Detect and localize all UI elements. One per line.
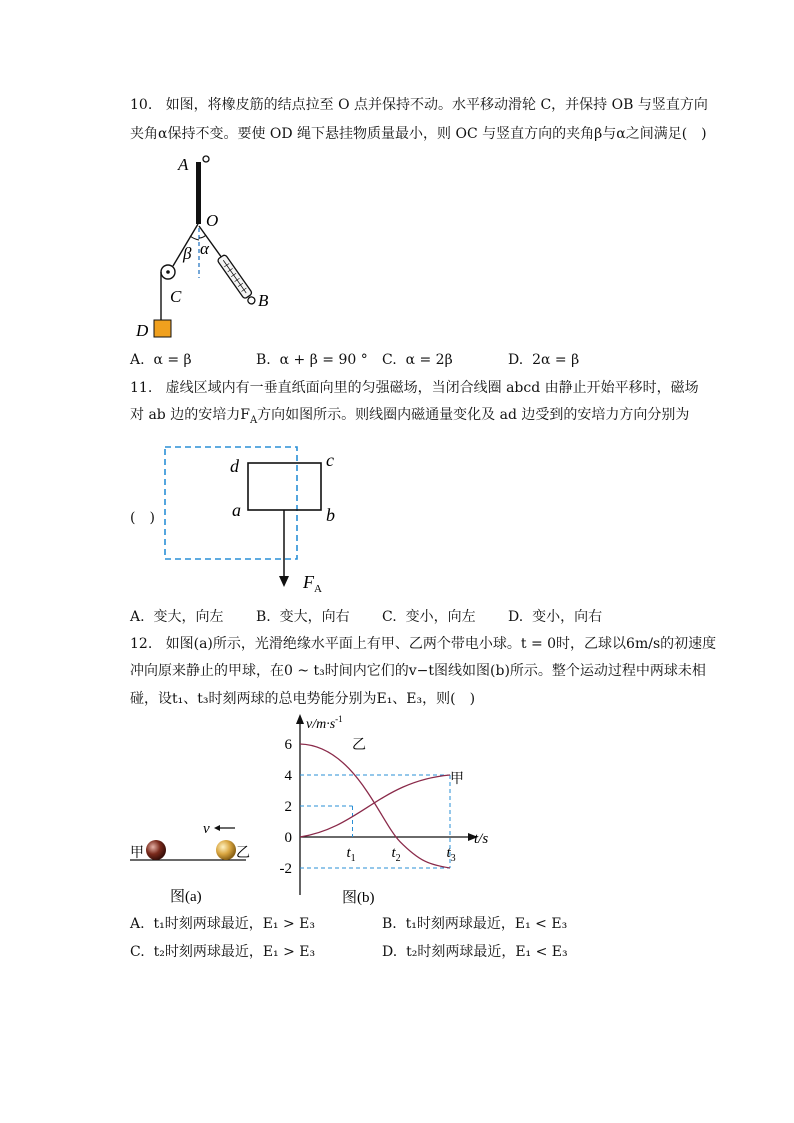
q10-label-beta: β xyxy=(183,244,192,263)
q11-text-line1: 虚线区域内有一垂直纸面向里的匀强磁场，当闭合线圈 abcd 由静止开始平移时，磁场 xyxy=(165,380,699,396)
q12-ytick-label: 4 xyxy=(284,768,292,784)
q11-option-b-text: 变大，向右 xyxy=(279,609,350,625)
q11-label-d: d xyxy=(230,456,239,476)
q10-option-d-key: D. xyxy=(508,352,524,368)
q10-option-b[interactable] xyxy=(256,350,368,370)
q10-option-c-text: α = 2β xyxy=(405,352,453,368)
q11-number: 11. xyxy=(130,380,153,396)
q11-label-b: b xyxy=(326,505,335,525)
q11-line2 xyxy=(130,405,689,431)
q11-paren: ( ) xyxy=(130,510,155,526)
q12-chart-y-arrow xyxy=(296,714,304,724)
q11-option-b[interactable] xyxy=(256,607,350,627)
q12-vt-chart xyxy=(270,712,510,912)
q12-line2 xyxy=(130,661,706,681)
q10-option-c-key: C. xyxy=(382,352,397,368)
q12-ytick-label: -2 xyxy=(279,861,292,877)
q11-option-a-key: A. xyxy=(130,609,145,625)
q10-text-line2: 夹角α保持不变。要使 OD 绳下悬挂物质量最小，则 OC 与竖直方向的夹角β与α之间满足( ) xyxy=(130,126,707,142)
q12-xtick-label: $t_3$ xyxy=(446,845,456,864)
q11-option-c[interactable] xyxy=(382,607,476,627)
q11-option-d-key: D. xyxy=(508,609,524,625)
q12-ball-yi xyxy=(216,840,236,860)
q10-label-B: B xyxy=(258,291,269,310)
q12-line3 xyxy=(130,689,475,709)
q12-chart-xlabel: t/s xyxy=(474,831,489,847)
q12-option-c-key: C. xyxy=(130,944,145,960)
q11-label-F-main: F xyxy=(303,572,314,592)
q12-option-b-key: B. xyxy=(382,916,397,932)
q10-label-D: D xyxy=(136,321,149,340)
q12-option-d-text: t₂时刻两球最近，E₁ < E₃ xyxy=(406,944,568,960)
q12-chart-ylabel-exp: -1 xyxy=(335,714,343,724)
q12-label-jia: 甲 xyxy=(130,846,144,861)
q11-text-line2-sub: A xyxy=(249,414,258,426)
q11-text-line2-rest: 方向如图所示。则线圈内磁通量变化及 ad 边受到的安培力方向分别为 xyxy=(257,407,690,423)
q12-fig-a-caption: 图(a) xyxy=(170,889,202,905)
q10-label-alpha: α xyxy=(200,239,209,258)
q12-label-v: v xyxy=(203,821,210,837)
q12-chart-xticks xyxy=(347,845,456,864)
q12-ball-jia xyxy=(146,840,166,860)
q12-option-a-key: A. xyxy=(130,916,145,932)
q12-ytick-label: 6 xyxy=(284,737,292,753)
q12-label-yi: 乙 xyxy=(236,846,250,861)
q10-spring-scale xyxy=(217,254,258,306)
q10-label-C: C xyxy=(170,287,182,306)
q10-angle-beta-arc xyxy=(190,236,199,240)
q11-option-d[interactable] xyxy=(508,607,602,627)
q10-option-a[interactable] xyxy=(130,350,192,370)
q12-option-d[interactable] xyxy=(382,942,568,962)
q12-option-c-text: t₂时刻两球最近，E₁ > E₃ xyxy=(153,944,316,960)
q12-velocity-arrowhead xyxy=(214,825,220,831)
q10-line2 xyxy=(130,124,707,144)
q10-text-line1: 如图，将橡皮筋的结点拉至 O 点并保持不动。水平移动滑轮 C，并保持 OB 与竖直方向 xyxy=(165,97,708,113)
q11-coil-abcd xyxy=(248,463,321,510)
q10-option-b-text: α + β = 90 ° xyxy=(279,352,368,368)
q12-chart-guides xyxy=(300,775,450,868)
q11-option-c-key: C. xyxy=(382,609,397,625)
q12-fig-b-caption: 图(b) xyxy=(342,890,375,906)
q12-figure-a xyxy=(128,815,258,905)
q12-option-a[interactable] xyxy=(130,914,315,934)
q11-force-arrowhead xyxy=(279,576,289,587)
q11-text-line2: 对 ab 边的安培力F xyxy=(130,407,250,423)
q12-option-d-key: D. xyxy=(382,944,398,960)
q12-xtick-label: $t_2$ xyxy=(391,845,401,864)
q12-chart-curve-label-jia: 甲 xyxy=(450,772,464,787)
q12-ytick-label: 0 xyxy=(284,830,292,846)
q10-option-a-key: A. xyxy=(130,352,145,368)
q10-figure xyxy=(130,150,290,345)
q12-text-line2: 冲向原来静止的甲球，在0 ~ t₃时间内它们的v−t图线如图(b)所示。整个运动过程中两球未相 xyxy=(130,663,706,679)
q12-chart-ylabel xyxy=(306,714,343,732)
q12-chart-ylabel-main: v/m·s xyxy=(306,717,336,732)
q10-label-O: O xyxy=(206,211,219,230)
q11-option-b-key: B. xyxy=(256,609,271,625)
q10-option-d-text: 2α = β xyxy=(532,352,580,368)
q10-option-d[interactable] xyxy=(508,350,579,370)
q12-option-b-text: t₁时刻两球最近，E₁ < E₃ xyxy=(405,916,568,932)
q11-option-a-text: 变大，向左 xyxy=(153,609,224,625)
q10-pulley-axle xyxy=(166,270,170,274)
q12-option-b[interactable] xyxy=(382,914,567,934)
q11-label-F-sub: A xyxy=(314,583,322,595)
q12-line1 xyxy=(130,634,716,654)
q10-line1 xyxy=(130,95,708,115)
q10-label-A: A xyxy=(178,155,189,174)
q11-option-c-text: 变小，向左 xyxy=(405,609,476,625)
q10-number: 10. xyxy=(130,97,153,113)
q10-rod xyxy=(196,162,201,224)
q10-point-A xyxy=(203,156,209,162)
q11-option-d-text: 变小，向右 xyxy=(532,609,603,625)
q12-option-a-text: t₁时刻两球最近，E₁ > E₃ xyxy=(153,916,316,932)
q12-ytick-label: 2 xyxy=(284,799,292,815)
q11-label-c: c xyxy=(326,450,334,470)
q10-option-c[interactable] xyxy=(382,350,453,370)
q10-option-a-text: α = β xyxy=(153,352,192,368)
q12-number: 12. xyxy=(130,636,153,652)
q11-label-F xyxy=(302,572,322,595)
q12-chart-yticks xyxy=(280,737,293,877)
q11-option-a[interactable] xyxy=(130,607,223,627)
q12-text-line3: 碰，设t₁、t₃时刻两球的总电势能分别为E₁、E₃，则( ) xyxy=(130,691,476,707)
q11-label-a: a xyxy=(232,500,241,520)
q12-option-c[interactable] xyxy=(130,942,315,962)
q10-angle-alpha-arc xyxy=(199,235,206,238)
q12-xtick-label: $t_1$ xyxy=(346,845,356,864)
q10-block-D xyxy=(154,320,171,337)
q12-chart-curve-label-yi: 乙 xyxy=(352,738,366,753)
q12-text-line1: 如图(a)所示，光滑绝缘水平面上有甲、乙两个带电小球。t = 0时，乙球以6m/s的初速度 xyxy=(165,636,717,652)
q10-option-b-key: B. xyxy=(256,352,271,368)
q11-figure xyxy=(160,440,360,600)
q11-line1 xyxy=(130,378,699,398)
